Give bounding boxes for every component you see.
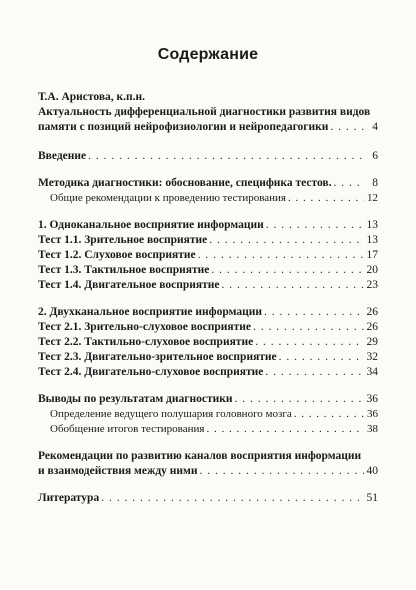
page-number: 26 (366, 321, 378, 333)
toc-entry-label: Методика диагностики: обоснование, специфика тестов. (38, 177, 332, 189)
toc-group-single (38, 218, 378, 293)
author-name: Т.А. Аристова, к.п.н. (38, 91, 146, 103)
toc-author-entry[interactable] (38, 90, 378, 135)
toc-entry-test-2-2[interactable] (38, 335, 378, 350)
author-article-title-line2-row (38, 120, 378, 135)
page-number: 6 (372, 150, 378, 162)
toc-entry-conclusions-sub-2[interactable] (38, 422, 378, 437)
dot-leader (206, 422, 364, 437)
page-number: 20 (366, 264, 378, 276)
toc-entry-label: Литература (38, 492, 100, 504)
toc-group-dual (38, 305, 378, 380)
page-number: 51 (366, 492, 378, 504)
dot-leader (88, 149, 364, 164)
page-number: 17 (366, 249, 378, 261)
page-number: 36 (366, 393, 378, 405)
toc-entry-label: Обобщение итогов тестирования (50, 423, 205, 435)
toc-entry-test-1-4[interactable] (38, 278, 378, 293)
toc-entry-test-1-3[interactable] (38, 263, 378, 278)
author-article-title-line1: Актуальность дифференциальной диагностики развития видов (38, 106, 371, 118)
page-number: 13 (366, 234, 378, 246)
toc-entry-label: Тест 1.4. Двигательное восприятие (38, 279, 220, 291)
toc-entry-intro[interactable] (38, 149, 378, 164)
dot-leader (222, 278, 364, 293)
page-number: 4 (372, 121, 378, 133)
page-number: 36 (367, 408, 378, 420)
toc-entry-label: Выводы по результатам диагностики (38, 393, 233, 405)
page-number: 26 (366, 306, 378, 318)
toc-entry-literature[interactable] (38, 491, 378, 506)
toc-entry-label: и взаимодействия между ними (38, 465, 198, 477)
page-number: 23 (366, 279, 378, 291)
dot-leader (255, 335, 364, 350)
toc-entry-label: Тест 2.1. Зрительно-слуховое восприятие (38, 321, 251, 333)
page-number: 40 (366, 465, 378, 477)
toc-entry-test-2-1[interactable] (38, 320, 378, 335)
toc-entry-label: Тест 1.3. Тактильное восприятие (38, 264, 210, 276)
page-number: 13 (366, 219, 378, 231)
toc-entry-label: 2. Двухканальное восприятие информации (38, 306, 262, 318)
dot-leader (198, 248, 364, 263)
dot-leader (334, 176, 364, 191)
dot-leader (101, 491, 364, 506)
toc-entry-test-1-2[interactable] (38, 248, 378, 263)
dot-leader (264, 305, 364, 320)
page-number: 8 (372, 177, 378, 189)
page-number: 32 (366, 351, 378, 363)
toc-entry-single[interactable] (38, 218, 378, 233)
toc-entry-label: Тест 1.1. Зрительное восприятие (38, 234, 208, 246)
toc-group-recommendations[interactable] (38, 449, 378, 479)
toc-entry-recommendations (38, 464, 378, 479)
dot-leader (330, 120, 364, 135)
toc-group-literature (38, 491, 378, 506)
toc-entry-label: Тест 2.2. Тактильно-слуховое восприятие (38, 336, 254, 348)
dot-leader (266, 218, 364, 233)
page-number: 34 (366, 366, 378, 378)
toc-entry-conclusions[interactable] (38, 392, 378, 407)
dot-leader (253, 320, 364, 335)
dot-leader (294, 407, 364, 422)
page-number: 29 (366, 336, 378, 348)
page-number: 38 (367, 423, 378, 435)
toc-group-conclusions (38, 392, 378, 437)
author-article-title-line2: памяти с позиций нейрофизиологии и нейропедагогики (38, 121, 329, 133)
toc-entry-test-1-1[interactable] (38, 233, 378, 248)
toc-entry-dual[interactable] (38, 305, 378, 320)
toc-entry-label: Тест 2.3. Двигательно-зрительное восприятие (38, 351, 277, 363)
toc-entry-label: Введение (38, 150, 87, 162)
dot-leader (279, 350, 364, 365)
dot-leader (209, 233, 364, 248)
dot-leader (265, 365, 364, 380)
toc-entry-label: Определение ведущего полушария головного мозга (50, 408, 292, 420)
toc-entry-label: Тест 1.2. Слуховое восприятие (38, 249, 196, 261)
dot-leader (199, 464, 364, 479)
toc-entry-conclusions-sub-1[interactable] (38, 407, 378, 422)
toc-entry-methods-sub[interactable] (38, 191, 378, 206)
toc-entry-label: Общие рекомендации к проведению тестирования (50, 192, 286, 204)
toc-group-intro (38, 149, 378, 164)
toc-entry-recommendations-line1: Рекомендации по развитию каналов восприятия информации (38, 450, 362, 462)
page-number: 12 (367, 192, 378, 204)
toc-entry-test-2-4[interactable] (38, 365, 378, 380)
page-title: Содержание (157, 46, 259, 63)
dot-leader (288, 191, 364, 206)
toc-entry-methods[interactable] (38, 176, 378, 191)
dot-leader (211, 263, 364, 278)
toc-entry-test-2-3[interactable] (38, 350, 378, 365)
dot-leader (234, 392, 364, 407)
toc-group-methods (38, 176, 378, 206)
toc-entry-label: 1. Одноканальное восприятие информации (38, 219, 264, 231)
toc-entry-label: Тест 2.4. Двигательно-слуховое восприятие (38, 366, 264, 378)
